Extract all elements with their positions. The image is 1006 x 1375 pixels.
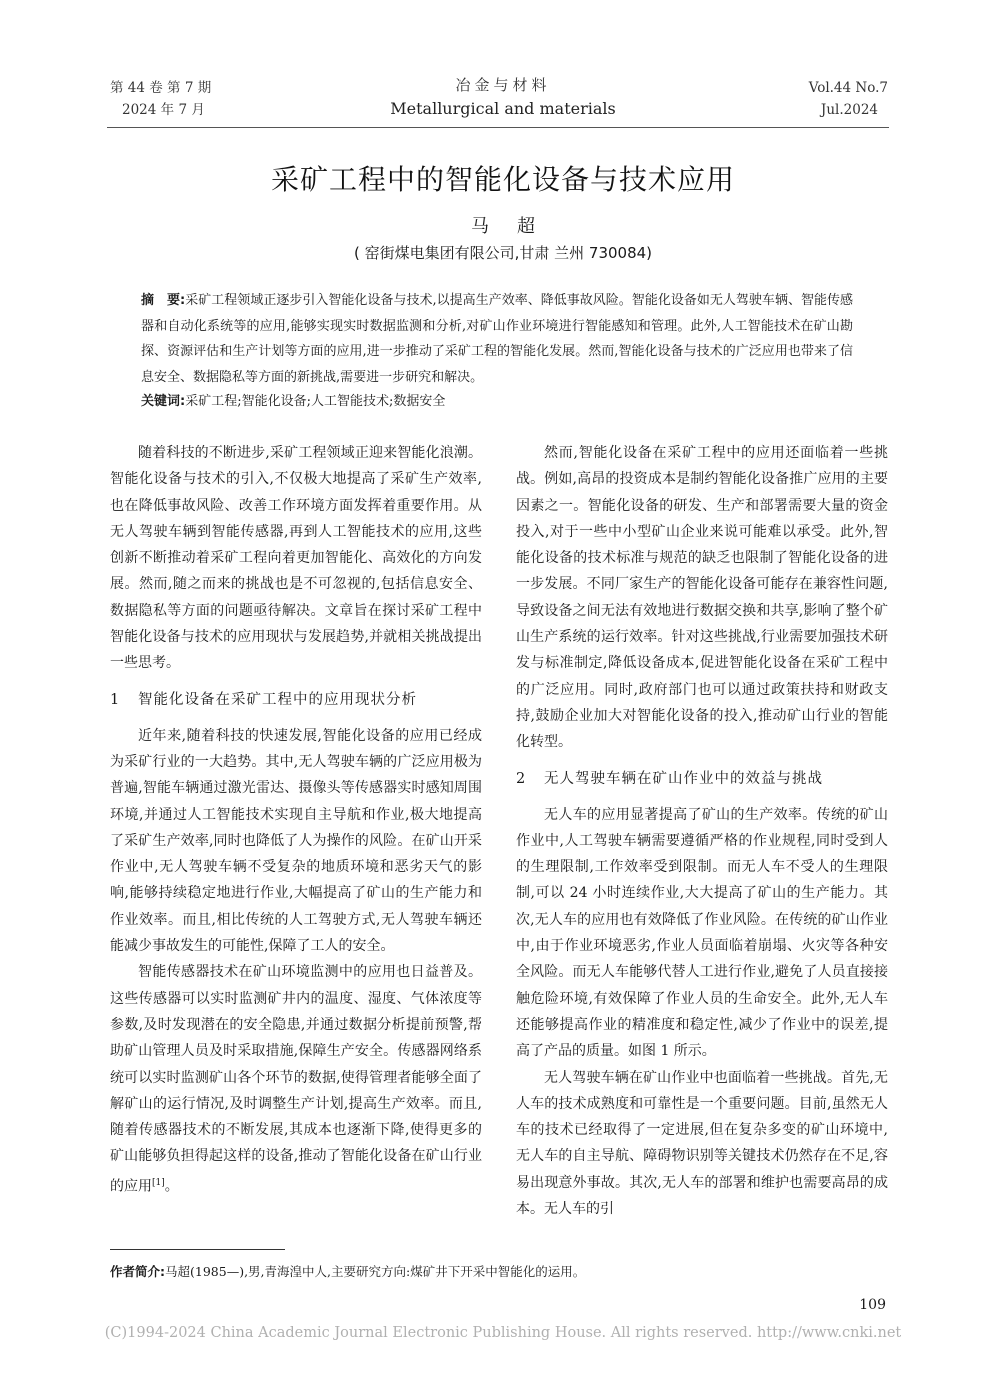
- section-2-paragraph-1: 无人车的应用显著提高了矿山的生产效率。传统的矿山作业中,人工驾驶车辆需要遵循严格的作业规程,同时受到人的生理限制,工作效率受到限制。而无人车不受人的生理限制,可以 24 小时连续作业,大大提高了矿山的生产能力。其次,无人车的应用也有效降低了作业风险。在传统的矿山作业中,由于作业环境恶劣,作业人员面临着崩塌、火灾等各种安全风险。而无人车能够代替人工进行作业,避免了人员直接接触危险环境,有效保障了作业人员的生命安全。此外,无人车还能够提高作业的精准度和稳定性,减少了作业中的误差,提高了产品的质量。如图 1 所示。: [516, 806, 888, 1060]
- abstract: [141, 288, 853, 390]
- author-info: [110, 1262, 585, 1280]
- author-name: 马超: [471, 216, 563, 237]
- page-number: 109: [859, 1297, 886, 1313]
- volume-issue-en: Vol.44 No.7: [808, 80, 888, 96]
- left-column: [110, 440, 482, 1200]
- section-2-heading: [516, 766, 888, 792]
- section-1-paragraph-2: [110, 959, 482, 1199]
- abstract-text: 采矿工程领域正逐步引入智能化设备与技术,以提高生产效率、降低事故风险。智能化设备如无人驾驶车辆、智能传感器和自动化系统等的应用,能够实现实时数据监测和分析,对矿山作业环境进行智能感知和管理。此外,人工智能技术在矿山勘探、资源评估和生产计划等方面的应用,进一步推动了采矿工程的智能化发展。然而,智能化设备与技术的广泛应用也带来了信息安全、数据隐私等方面的新挑战,需要进一步研究和解决。: [141, 293, 854, 385]
- section-2-paragraph-2: 无人驾驶车辆在矿山作业中也面临着一些挑战。首先,无人车的技术成熟度和可靠性是一个重要问题。目前,虽然无人车的技术已经取得了一定进展,但在复杂多变的矿山环境中,无人车的自主导航、障碍物识别等关键技术仍然存在不足,容易出现意外事故。其次,无人车的部署和维护也需要高昂的成本。无人车的引: [516, 1069, 888, 1218]
- keywords-label: 关键词:: [141, 394, 186, 409]
- section-2-number: 2: [516, 770, 527, 787]
- paragraph-end-mark: 。: [164, 1178, 179, 1195]
- article-title: 采矿工程中的智能化设备与技术应用: [270, 163, 735, 196]
- section-1-paragraph-1: 近年来,随着科技的快速发展,智能化设备的应用已经成为采矿行业的一大趋势。其中,无人驾驶车辆的广泛应用极为普遍,智能车辆通过激光雷达、摄像头等传感器实时感知周围环境,并通过人工智能技术实现自主导航和作业,极大地提高了采矿生产效率,同时也降低了人为操作的风险。在矿山开采作业中,无人驾驶车辆不受复杂的地质环境和恶劣天气的影响,能够持续稳定地进行作业,大幅提高了矿山的生产能力和作业效率。而且,相比传统的人工驾驶方式,无人驾驶车辆还能减少事故发生的可能性,保障了工人的安全。: [110, 727, 482, 955]
- intro-paragraph: 随着科技的不断进步,采矿工程领域正迎来智能化浪潮。智能化设备与技术的引入,不仅极大地提高了采矿生产效率,也在降低事故风险、改善工作环境方面发挥着重要作用。从无人驾驶车辆到智能传感器,再到人工智能技术的应用,这些创新不断推动着采矿工程向着更加智能化、高效化的方向发展。然而,随之而来的挑战也是不可忽视的,包括信息安全、数据隐私等方面的问题亟待解决。文章旨在探讨采矿工程中智能化设备与技术的应用现状与发展趋势,并就相关挑战提出一些思考。: [110, 445, 482, 672]
- section-1-title: 智能化设备在采矿工程中的应用现状分析: [138, 691, 417, 708]
- date-en: Jul.2024: [820, 102, 878, 118]
- footnote-divider: [110, 1249, 285, 1250]
- volume-issue-cn: 第 44 卷 第 7 期: [110, 80, 212, 96]
- journal-title-en: Metallurgical and materials: [390, 99, 616, 118]
- right-column: [516, 440, 888, 1222]
- keywords-text: 采矿工程;智能化设备;人工智能技术;数据安全: [185, 394, 446, 409]
- keywords: [141, 390, 853, 414]
- citation-ref: [1]: [152, 1177, 165, 1188]
- section-1-number: 1: [110, 691, 121, 708]
- section-1-heading: [110, 687, 482, 713]
- section-1-paragraph-2-text: 智能传感器技术在矿山环境监测中的应用也日益普及。这些传感器可以实时监测矿井内的温度、湿度、气体浓度等参数,及时发现潜在的安全隐患,并通过数据分析提前预警,帮助矿山管理人员及时采取措施,保障生产安全。传感器网络系统可以实时监测矿山各个环节的数据,使得管理者能够全面了解矿山的运行情况,及时调整生产计划,提高生产效率。而且,随着传感器技术的不断发展,其成本也逐渐下降,使得更多的矿山能够负担得起这样的设备,推动了智能化设备在矿山行业的应用: [110, 964, 482, 1195]
- author-affiliation: ( 窑街煤电集团有限公司,甘肃 兰州 730084): [353, 244, 653, 262]
- copyright-watermark: (C)1994-2024 China Academic Journal Electronic Publishing House. All rights reserved. http://www.cnki.net: [104, 1325, 902, 1341]
- author-info-text: 马超(1985—),男,青海湟中人,主要研究方向:煤矿井下开采中智能化的运用。: [165, 1264, 586, 1279]
- journal-title-cn: 冶金与材料: [455, 76, 551, 94]
- header-divider: [107, 127, 889, 128]
- author-info-label: 作者简介:: [110, 1264, 165, 1279]
- section-2-title: 无人驾驶车辆在矿山作业中的效益与挑战: [544, 770, 823, 787]
- date-cn: 2024 年 7 月: [122, 102, 205, 118]
- section-1-paragraph-3: 然而,智能化设备在采矿工程中的应用还面临着一些挑战。例如,高昂的投资成本是制约智能化设备推广应用的主要因素之一。智能化设备的研发、生产和部署需要大量的资金投入,对于一些中小型矿山企业来说可能难以承受。此外,智能化设备的技术标准与规范的缺乏也限制了智能化设备的进一步发展。不同厂家生产的智能化设备可能存在兼容性问题,导致设备之间无法有效地进行数据交换和共享,影响了整个矿山生产系统的运行效率。针对这些挑战,行业需要加强技术研发与标准制定,降低设备成本,促进智能化设备在采矿工程中的广泛应用。同时,政府部门也可以通过政策扶持和财政支持,鼓励企业加大对智能化设备的投入,推动矿山行业的智能化转型。: [516, 445, 888, 751]
- abstract-label: 摘 要:: [141, 293, 186, 308]
